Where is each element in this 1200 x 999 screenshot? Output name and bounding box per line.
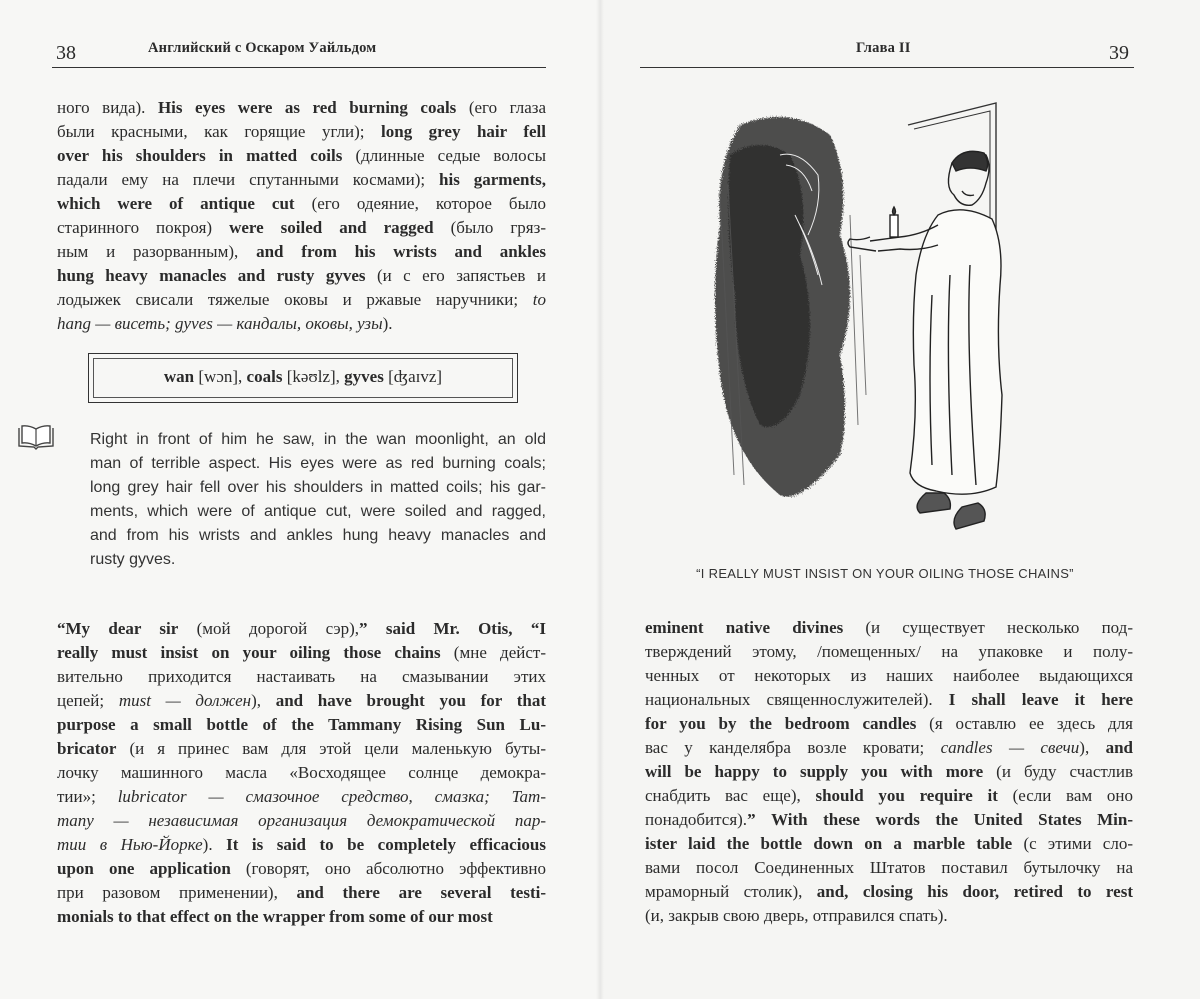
ghost-illustration [700,95,1040,555]
text-line: bricator (и я принес вам для этой цели маленькую буты- [57,739,546,758]
text-line: при разовом применении), and there are several testi- [57,883,547,902]
text-line: for you by the bedroom candles (я оставлю ее здесь для [645,714,1133,733]
text-line: лочку машинного масла «Восходящее солнце демокра- [57,763,546,782]
text-line: will be happy to supply you with more (и буду счастлив [645,762,1133,781]
text-line: ным и разорванным), and from his wrists and ankles [57,242,547,261]
text-line: понадобится).” With these words the United States Min- [645,810,1133,829]
pronunciation-box [88,353,518,403]
text-line: ments, which were of antique cut, were soiled and ragged, [90,503,546,520]
text-line: национальных священнослужителей). I shall leave it here [645,690,1133,709]
header-rule-left [52,67,546,68]
text-line: Right in front of him he saw, in the wan moonlight, an old [90,431,546,448]
text-line: вас у канделябра возле кровати; candles — свечи), and [645,738,1133,757]
book-gutter [596,0,604,999]
text-line: ного вида). His eyes were as red burning coals (его глаза [57,98,547,117]
text-line: many — независимая организация демократической пар- [57,811,546,830]
pronunciation-text: wan [wɔn], coals [kəʊlz], gyves [ʤaɪvz] [163,367,443,386]
running-head-left: Английский с Оскаром Уайльдом [148,40,377,56]
text-line: вами посол Соединенных Штатов поставил бутылочку на [645,858,1133,877]
text-line: (и, закрыв свою дверь, отправился спать). [645,906,948,925]
text-line: which were of antique cut (его одеяние, которое было [57,194,546,213]
text-line: цепей; must — должен), and have brought you for that [57,691,546,710]
running-head-right: Глава II [856,40,911,56]
text-line: “My dear sir (мой дорогой сэр),” said Mr. Otis, “I [57,619,546,638]
paragraph-left-1 [57,96,546,336]
english-passage [90,428,546,572]
page-number-right: 39 [1109,42,1129,64]
text-line: upon one application (говорят, оно абсолютно эффективно [57,859,546,878]
paragraph-right [645,616,1133,928]
text-line: man of terrible aspect. His eyes were as red burning coals; [90,455,546,472]
open-book-icon [17,424,55,450]
text-line: были красными, как горящие угли); long grey hair fell [57,122,546,141]
text-line: старинного покроя) were soiled and ragged (было гряз- [57,218,546,237]
text-line: really must insist on your oiling those chains (мне дейст- [57,643,546,662]
text-line: мраморный столик), and, closing his door, retired to rest [645,882,1133,901]
text-line: падали ему на плечи спутанными космами); his garments, [57,170,546,189]
text-line: тии в Нью-Йорке). It is said to be completely efficacious [57,835,546,854]
text-line: тверждений этому, /помещенных/ на упаковке и полу- [645,642,1133,661]
text-line: ченных от некоторых из наших наиболее выдающихся [645,666,1133,685]
text-line: ister laid the bottle down on a marble table (с этими сло- [645,834,1133,853]
text-line: тии»; lubricator — смазочное средство, смазка; Tam- [57,787,546,806]
text-line: снабдить вас еще), should you require it (если вам оно [645,786,1133,805]
paragraph-left-2 [57,617,546,929]
text-line: over his shoulders in matted coils (длинные седые волосы [57,146,546,165]
text-line: лодыжек свисали тяжелые оковы и ржавые наручники; to [57,290,546,309]
text-line: purpose a small bottle of the Tammany Rising Sun Lu- [57,715,546,734]
text-line: monials to that effect on the wrapper from some of our most [57,907,493,926]
page-number-left: 38 [56,42,76,64]
header-rule-right [640,67,1134,68]
text-line: long grey hair fell over his shoulders in matted coils; his gar- [90,479,546,496]
text-line: and from his wrists and ankles hung heavy manacles and [90,527,546,544]
text-line: hung heavy manacles and rusty gyves (и с его запястьев и [57,266,546,285]
text-line: rusty gyves. [90,551,176,568]
text-line: hang — висеть; gyves — кандалы, оковы, узы). [57,314,393,333]
text-line: eminent native divines (и существует несколько под- [645,618,1133,637]
text-line: вительно приходится настаивать на смазывании этих [57,667,546,686]
illustration-caption: “I REALLY MUST INSIST ON YOUR OILING THOSE CHAINS” [696,566,1074,581]
